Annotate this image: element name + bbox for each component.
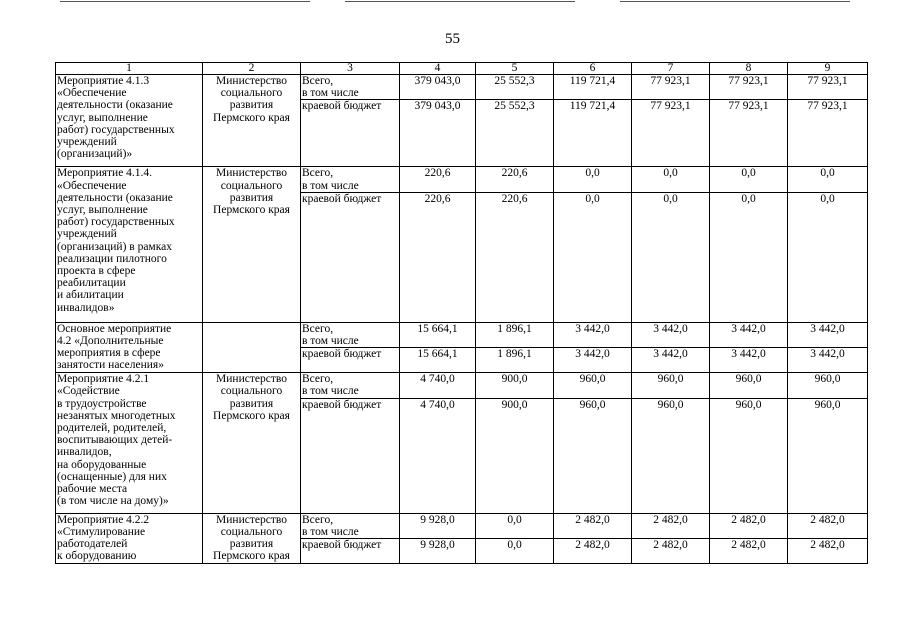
amount-cell: 3 442,0	[554, 322, 632, 347]
amount-cell: 25 552,3	[476, 75, 554, 100]
column-header: 5	[476, 63, 554, 75]
top-edge-line	[60, 1, 310, 2]
funding-source: Всего, в том числе	[301, 75, 400, 100]
funding-source: Всего, в том числе	[301, 513, 400, 538]
amount-cell: 960,0	[710, 373, 788, 398]
column-header: 9	[788, 63, 868, 75]
funding-source: краевой бюджет	[301, 398, 400, 513]
column-header: 4	[400, 63, 476, 75]
amount-cell: 3 442,0	[710, 348, 788, 373]
amount-cell: 3 442,0	[788, 322, 868, 347]
amount-cell: 77 923,1	[632, 75, 710, 100]
amount-cell: 77 923,1	[788, 100, 868, 167]
table-row	[56, 373, 868, 398]
amount-cell: 900,0	[476, 373, 554, 398]
amount-cell: 379 043,0	[400, 75, 476, 100]
amount-cell: 900,0	[476, 398, 554, 513]
amount-cell: 15 664,1	[400, 322, 476, 347]
amount-cell: 0,0	[476, 513, 554, 538]
table-row	[56, 75, 868, 100]
activity-name: Основное мероприятие 4.2 «Дополнительные мероприятия в сфере занятости населения»	[56, 322, 203, 372]
amount-cell: 2 482,0	[788, 539, 868, 564]
amount-cell: 119 721,4	[554, 100, 632, 167]
amount-cell: 119 721,4	[554, 75, 632, 100]
executor: Министерство социального развития Пермского края	[203, 513, 301, 563]
amount-cell: 9 928,0	[400, 539, 476, 564]
activity-name: Мероприятие 4.1.4. «Обеспечение деятельности (оказание услуг, выполнение работ) государственных учреждений (организаций) в рамках реализации пилотного проекта в сфере реабилитации и абилитации инвалидов»	[56, 167, 203, 322]
top-edge-line	[620, 1, 850, 2]
amount-cell: 15 664,1	[400, 348, 476, 373]
amount-cell: 0,0	[632, 192, 710, 322]
column-header: 8	[710, 63, 788, 75]
activity-name: Мероприятие 4.1.3 «Обеспечение деятельности (оказание услуг, выполнение работ) государственных учреждений (организаций)»	[56, 75, 203, 167]
amount-cell: 960,0	[554, 373, 632, 398]
amount-cell: 960,0	[632, 398, 710, 513]
amount-cell: 3 442,0	[554, 348, 632, 373]
amount-cell: 220,6	[476, 167, 554, 192]
amount-cell: 4 740,0	[400, 373, 476, 398]
amount-cell: 960,0	[554, 398, 632, 513]
budget-table	[55, 62, 868, 564]
column-header: 6	[554, 63, 632, 75]
amount-cell: 1 896,1	[476, 348, 554, 373]
column-header: 3	[301, 63, 400, 75]
top-edge-line	[345, 1, 575, 2]
amount-cell: 25 552,3	[476, 100, 554, 167]
amount-cell: 960,0	[788, 373, 868, 398]
page-number: 55	[445, 31, 460, 47]
amount-cell: 0,0	[710, 192, 788, 322]
amount-cell: 3 442,0	[632, 348, 710, 373]
funding-source: краевой бюджет	[301, 100, 400, 167]
amount-cell: 0,0	[476, 539, 554, 564]
amount-cell: 0,0	[788, 192, 868, 322]
activity-name: Мероприятие 4.2.1 «Содействие в трудоустройстве незанятых многодетных родителей, родителей, воспитывающих детей- инвалидов, на оборудованные (оснащенные) для них рабочие места (в том числе на дому)»	[56, 373, 203, 513]
amount-cell: 1 896,1	[476, 322, 554, 347]
amount-cell: 3 442,0	[788, 348, 868, 373]
amount-cell: 220,6	[400, 192, 476, 322]
amount-cell: 2 482,0	[710, 513, 788, 538]
amount-cell: 77 923,1	[710, 75, 788, 100]
table-row	[56, 167, 868, 192]
funding-source: краевой бюджет	[301, 348, 400, 373]
column-header: 1	[56, 63, 203, 75]
amount-cell: 0,0	[554, 192, 632, 322]
executor	[203, 322, 301, 372]
amount-cell: 2 482,0	[554, 539, 632, 564]
funding-source: краевой бюджет	[301, 539, 400, 564]
header-row	[56, 63, 868, 75]
amount-cell: 0,0	[632, 167, 710, 192]
table-row	[56, 513, 868, 538]
amount-cell: 960,0	[788, 398, 868, 513]
funding-source: Всего, в том числе	[301, 167, 400, 192]
amount-cell: 0,0	[710, 167, 788, 192]
amount-cell: 77 923,1	[788, 75, 868, 100]
amount-cell: 2 482,0	[632, 539, 710, 564]
table-row	[56, 322, 868, 347]
amount-cell: 2 482,0	[632, 513, 710, 538]
column-header: 7	[632, 63, 710, 75]
amount-cell: 4 740,0	[400, 398, 476, 513]
amount-cell: 0,0	[788, 167, 868, 192]
amount-cell: 2 482,0	[788, 513, 868, 538]
amount-cell: 220,6	[400, 167, 476, 192]
funding-source: краевой бюджет	[301, 192, 400, 322]
amount-cell: 3 442,0	[710, 322, 788, 347]
executor: Министерство социального развития Пермского края	[203, 75, 301, 167]
amount-cell: 77 923,1	[710, 100, 788, 167]
amount-cell: 3 442,0	[632, 322, 710, 347]
amount-cell: 2 482,0	[554, 513, 632, 538]
funding-source: Всего, в том числе	[301, 322, 400, 347]
amount-cell: 0,0	[554, 167, 632, 192]
amount-cell: 220,6	[476, 192, 554, 322]
amount-cell: 9 928,0	[400, 513, 476, 538]
executor: Министерство социального развития Пермского края	[203, 373, 301, 513]
amount-cell: 960,0	[632, 373, 710, 398]
amount-cell: 379 043,0	[400, 100, 476, 167]
column-header: 2	[203, 63, 301, 75]
amount-cell: 960,0	[710, 398, 788, 513]
amount-cell: 77 923,1	[632, 100, 710, 167]
executor: Министерство социального развития Пермского края	[203, 167, 301, 322]
funding-source: Всего, в том числе	[301, 373, 400, 398]
amount-cell: 2 482,0	[710, 539, 788, 564]
activity-name: Мероприятие 4.2.2 «Стимулирование работодателей к оборудованию	[56, 513, 203, 563]
